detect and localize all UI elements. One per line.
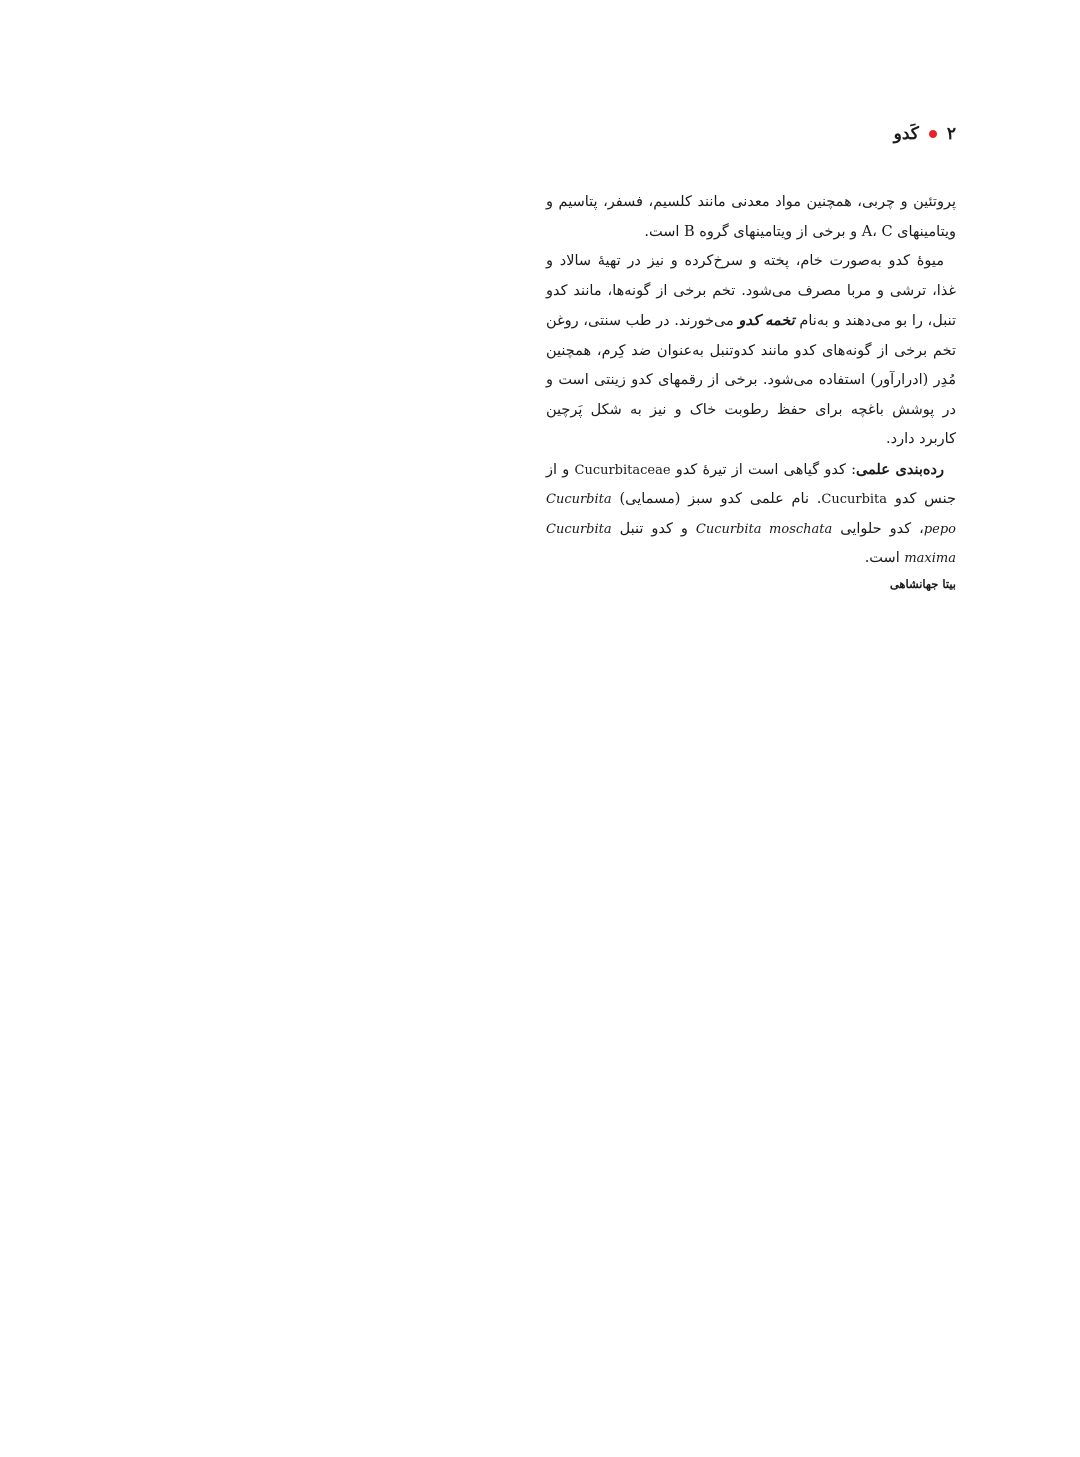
article-body [546, 188, 956, 594]
red-dot-icon [929, 130, 937, 138]
seed-term: تخمه‌ کدو [738, 312, 795, 329]
author-name: بیتا جهانشاهی [889, 576, 956, 591]
paragraph-uses-text-a: میوهٔ کدو به‌صورت خام، پخته و سرخ‌کرده و نیز در تهیهٔ سالاد و غذا، ترشی و مربا مصرف می‌شود. تخم برخی از گونه‌ها، مانند کدو تنبل، را بو می‌دهند و به‌نام [546, 253, 957, 329]
classification-label: رده‌بندی علمی [855, 460, 944, 478]
species-maxima: Cucurbita maxima [546, 521, 956, 566]
classification-text-b: و از جنس کدو [546, 461, 956, 507]
classification-text-f: است. [864, 550, 905, 566]
family-name: Cucurbitaceae [574, 462, 671, 478]
species-pepo: Cucurbita pepo [546, 492, 956, 537]
paragraph-nutrition [546, 188, 956, 247]
paragraph-classification [546, 455, 956, 574]
paragraph-uses-text-b: می‌خورند. در طب سنتی، روغن تخم برخی از گونه‌های کدو مانند کدوتنبل به‌عنوان ضد کِرم، همچنین مُدِر (ادرارآور) استفاده می‌شود. برخی از رقمهای کدو زینتی است و در پوشش باغچه برای حفظ رطوبت خاک و نیز به شکل پَرچین کاربرد دارد. [546, 313, 956, 447]
page-title: کَدو [893, 124, 919, 144]
genus-name: Cucurbita [821, 492, 888, 507]
page-header [894, 124, 956, 144]
species-moschata: Cucurbita moschata [695, 521, 833, 537]
paragraph-uses [546, 247, 956, 455]
classification-text-c: . نام علمی کدو سبز (مسمایی) [611, 491, 822, 507]
paragraph-nutrition-text: پروتئین و چربی، همچنین مواد معدنی مانند کلسیم، فسفر، پتاسیم و ویتامینهای A، C و برخی از ویتامینهای گروه B است. [546, 194, 956, 240]
page-number: ۲ [946, 124, 956, 144]
classification-text-a: : کدو گیاهی است از تیرهٔ کدو [670, 461, 856, 478]
classification-text-d: ، کدو حلوایی [832, 520, 924, 537]
classification-text-e: و کدو تنبل [611, 520, 696, 537]
